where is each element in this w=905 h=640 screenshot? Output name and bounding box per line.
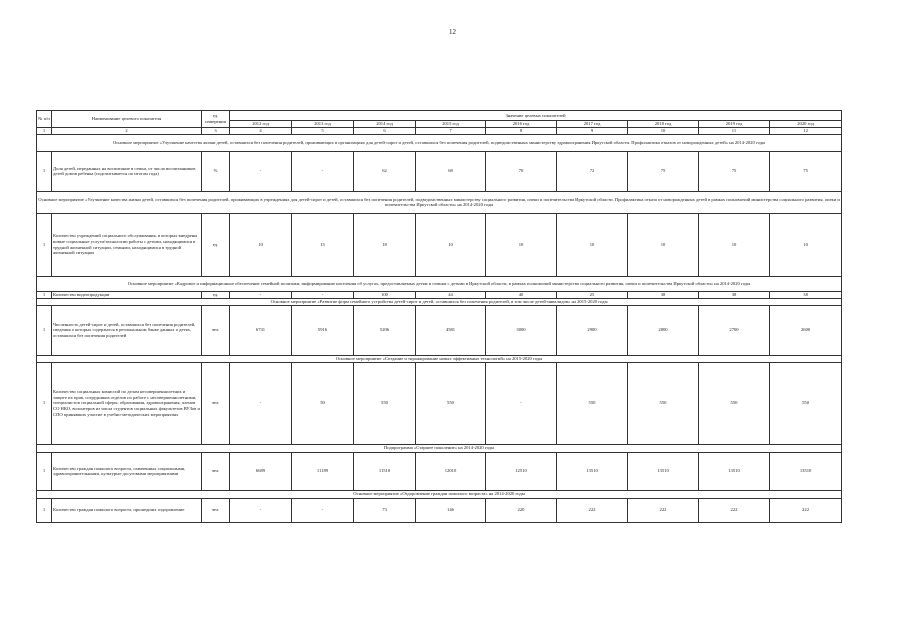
row-unit: %	[202, 151, 230, 191]
row-unit: чел.	[202, 362, 230, 444]
header-index: 3	[202, 128, 230, 135]
header-index: 12	[770, 128, 842, 135]
row-value: 222	[699, 498, 770, 522]
row-value: 550	[699, 362, 770, 444]
row-value: 10	[230, 213, 292, 276]
section-title: Основное мероприятие «Развитие форм семейного устройства детей-сирот и детей, оставшихся без попечения родителей, в том числе детей-инвалидов» на 2015-2020 годы	[37, 298, 842, 305]
row-name: Количество граждан пожилого возраста, охваченных социальными, здравоохранительными, культурно-досуговыми мероприятиями	[52, 452, 202, 490]
header-index: 9	[557, 128, 628, 135]
row-value: -	[230, 362, 292, 444]
row-value: 550	[770, 362, 842, 444]
row-num: 1	[37, 498, 52, 522]
row-value: 68	[416, 151, 486, 191]
row-value: -	[292, 151, 354, 191]
header-index: 11	[699, 128, 770, 135]
row-value: -	[230, 291, 292, 298]
header-year: 2013 год	[292, 121, 354, 128]
header-year: 2018 год	[628, 121, 699, 128]
row-value: 3000	[486, 305, 557, 355]
section-title: Основное мероприятие «Улучшение качества жизни детей, оставшихся без попечения родителей, проживающих в учреждениях для детей-сирот и детей, оставшихся без попечения родителей, подведомственных министерству социального развития, опеки и попечительства Иркутской области. Профилактика отказа от новорожденных детей в рамках полномочий министерства социального развития, опеки и попечительства Иркутской области» на 2014-2020 годы	[37, 191, 842, 213]
row-unit: чел.	[202, 452, 230, 490]
row-num: 1	[37, 305, 52, 355]
row-value: 2600	[770, 305, 842, 355]
row-value: 550	[628, 362, 699, 444]
row-value: 12010	[416, 452, 486, 490]
row-value: -	[230, 498, 292, 522]
header-index: 2	[52, 128, 202, 135]
row-unit: ед.	[202, 291, 230, 298]
table-row	[37, 362, 842, 444]
row-num: 1	[37, 213, 52, 276]
row-value: 550	[557, 362, 628, 444]
row-value: 40	[486, 291, 557, 298]
row-value: 75	[628, 151, 699, 191]
row-value: 10	[416, 213, 486, 276]
header-unit: ед. измерения	[202, 111, 230, 128]
row-value: 13510	[557, 452, 628, 490]
row-value: 75	[699, 151, 770, 191]
row-value: 75	[770, 151, 842, 191]
header-index: 10	[628, 128, 699, 135]
header-year: 2017 год	[557, 121, 628, 128]
row-value: 222	[770, 498, 842, 522]
header-index: 1	[37, 128, 52, 135]
header-year: 2012 год	[230, 121, 292, 128]
row-name: Количество видеопродукции	[52, 291, 202, 298]
row-name: Численность детей-сирот и детей, оставшихся без попечения родителей, сведения о которых содержатся в региональном банке данных о детях, оставшихся без попечения родителей	[52, 305, 202, 355]
row-num: 1	[37, 452, 52, 490]
row-value: 2800	[628, 305, 699, 355]
row-value: 15	[292, 213, 354, 276]
row-value: 50	[292, 362, 354, 444]
page-number: 12	[449, 28, 456, 36]
header-year: 2016 год	[486, 121, 557, 128]
row-value: 72	[557, 151, 628, 191]
row-value: 6731	[230, 305, 292, 355]
row-value: 222	[628, 498, 699, 522]
row-value: 70	[486, 151, 557, 191]
header-index: 7	[416, 128, 486, 135]
row-value: 146	[416, 498, 486, 522]
row-value: 220	[486, 498, 557, 522]
row-value: -	[230, 151, 292, 191]
section-title: Основное мероприятие «Оздоровление граждан пожилого возраста» на 2014-2020 годы	[37, 490, 842, 498]
row-value: 13510	[628, 452, 699, 490]
row-value: 38	[628, 291, 699, 298]
row-name: Количество социальных комиссий по делам несовершеннолетних и защите их прав, сотрудников отделов по работе с несовершеннолетними, специалистов социальной сферы, образования, здравоохранения, членов СО НКО, волонтеров из числа студентов социальных факультетов ВУЗов и СПО принявших участие в учебно-методических мероприятиях	[52, 362, 202, 444]
row-value: 4581	[416, 305, 486, 355]
row-name: Количество учреждений социального обслуживания, в которых внедрены новые социальные услуги/технологии работы с детьми, находящимися в трудной жизненной ситуации, семьями, находящимися в трудной жизненной ситуации	[52, 213, 202, 276]
row-value: 12510	[486, 452, 557, 490]
row-num: 1	[37, 151, 52, 191]
header-values: Значение целевых показателей	[230, 111, 842, 121]
header-year: 2014 год	[354, 121, 416, 128]
row-value: 10	[699, 213, 770, 276]
row-value: 44	[416, 291, 486, 298]
header-year: 2020 год	[770, 121, 842, 128]
row-value: -	[292, 291, 354, 298]
table-row	[37, 452, 842, 490]
section-title: Основное мероприятие «Кадровое и информационное обеспечение семейной политики, информирование населения об услугах, предоставляемых детям и семьям с детьми в Иркутской области, в рамках полномочий министерства социального развития, опеки и попечительства Иркутской области» на 2014-2020 годы	[37, 276, 842, 291]
row-num: 1	[37, 362, 52, 444]
table-row	[37, 291, 842, 298]
row-value: 38	[770, 291, 842, 298]
row-value: 6689	[230, 452, 292, 490]
row-value: 100	[354, 291, 416, 298]
row-value: 2900	[557, 305, 628, 355]
row-value: 11189	[292, 452, 354, 490]
row-value: 10	[486, 213, 557, 276]
row-value: 5206	[354, 305, 416, 355]
header-num: № п/п	[37, 111, 52, 128]
row-value: 550	[416, 362, 486, 444]
row-value: 38	[699, 291, 770, 298]
row-value: 62	[354, 151, 416, 191]
table-row	[37, 213, 842, 276]
row-value: -	[292, 498, 354, 522]
header-index: 8	[486, 128, 557, 135]
header-index: 5	[292, 128, 354, 135]
table-row	[37, 498, 842, 522]
row-value: 13510	[770, 452, 842, 490]
section-title: Основное мероприятие «Создание и тиражирование новых эффективных технологий» на 2015-2020 годы	[37, 355, 842, 362]
table-row	[37, 151, 842, 191]
row-num: 1	[37, 291, 52, 298]
row-name: Количество граждан пожилого возраста, прошедших оздоровление	[52, 498, 202, 522]
row-value: 5916	[292, 305, 354, 355]
row-value: 2700	[699, 305, 770, 355]
section-title: Основное мероприятие «Улучшение качества жизни детей, оставшихся без попечения родителей, проживающих в организациях для детей-сирот и детей, оставшихся без попечения родителей, подведомственных министерству здравоохранения Иркутской области. Профилактика отказов от новорожденных детей» на 2014-2020 годы	[37, 134, 842, 151]
target-indicators-table	[36, 110, 842, 523]
header-index: 6	[354, 128, 416, 135]
row-value: 18	[354, 213, 416, 276]
row-value: 10	[628, 213, 699, 276]
header-year: 2019 год	[699, 121, 770, 128]
row-value: -	[486, 362, 557, 444]
row-unit: чел.	[202, 305, 230, 355]
row-value: 25	[557, 291, 628, 298]
header-name: Наименование целевого показателя	[52, 111, 202, 128]
row-value: 11510	[354, 452, 416, 490]
row-value: 13510	[699, 452, 770, 490]
row-value: 222	[557, 498, 628, 522]
header-index: 4	[230, 128, 292, 135]
row-unit: чел.	[202, 498, 230, 522]
row-value: 73	[354, 498, 416, 522]
row-name: Доля детей, переданных на воспитание в семьи, от числа воспитанников детей домов ребенка (подсчитывается по итогам года)	[52, 151, 202, 191]
table-row	[37, 305, 842, 355]
row-value: 10	[557, 213, 628, 276]
section-title: Подпрограмма «Старшее поколение» на 2014-2020 годы	[37, 444, 842, 452]
row-value: 10	[770, 213, 842, 276]
row-unit: ед.	[202, 213, 230, 276]
header-year: 2015 год	[416, 121, 486, 128]
row-value: 550	[354, 362, 416, 444]
